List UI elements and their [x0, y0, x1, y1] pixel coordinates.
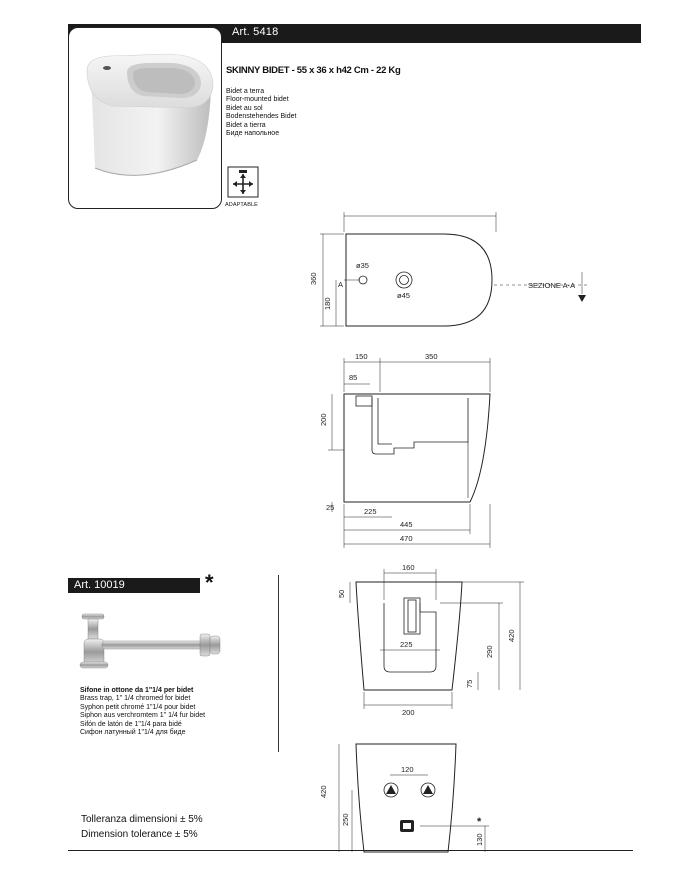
description-de: Bodenstehendes Bidet: [226, 113, 297, 121]
tolerance-it: Tolleranza dimensioni ± 5%: [81, 814, 203, 825]
dim-470: 470: [400, 534, 413, 543]
back-view-drawing: [339, 744, 489, 852]
accessory-desc-fr: Syphon petit chromé 1"1/4 pour bidet: [80, 703, 196, 711]
dim-290: 290: [485, 645, 494, 658]
dim-150: 150: [355, 352, 368, 361]
product-title: SKINNY BIDET - 55 x 36 x h42 Cm - 22 Kg: [226, 65, 401, 76]
dim-420: 420: [507, 629, 516, 642]
dim-160: 160: [402, 563, 415, 572]
dim-130: 130: [475, 833, 484, 846]
description-fr: Bidet au sol: [226, 104, 263, 112]
description-en: Floor-mounted bidet: [226, 96, 289, 104]
dim-250: 250: [341, 813, 350, 826]
section-label: SEZIONE A-A: [528, 281, 576, 290]
dim-25: 25: [326, 503, 335, 512]
back-view-star: *: [477, 816, 482, 828]
section-divider: [278, 575, 279, 752]
dim-360: 360: [309, 272, 318, 285]
dim-350: 350: [425, 352, 438, 361]
accessory-desc-ru: Сифон латунный 1"1/4 для биде: [80, 729, 186, 737]
dim-50: 50: [337, 589, 346, 598]
accessory-desc-de: Siphon aus verchromtem 1" 1/4 fur bidet: [80, 712, 206, 720]
accessory-desc-es: Sifón de latón de 1"1/4 para bidé: [80, 720, 182, 728]
back-view-holes: [384, 783, 435, 832]
article-number: Art. 5418: [232, 26, 279, 38]
front-view-drawing: [350, 569, 524, 709]
accessory-description-list: [80, 687, 205, 737]
accessory-article-number: Art. 10019: [74, 579, 125, 591]
description-it: Bidet a terra: [226, 88, 265, 95]
dim-75: 75: [465, 679, 474, 688]
dim-420-back: 420: [319, 785, 328, 798]
bottom-rule: [68, 850, 633, 851]
description-es: Bidet a tierra: [226, 121, 266, 129]
accessory-star: *: [205, 570, 214, 595]
adaptable-label: ADAPTABLE: [225, 202, 258, 208]
dim-225-front: 225: [400, 640, 413, 649]
hole-35-label: ø35: [356, 261, 369, 270]
tolerance-en: Dimension tolerance ± 5%: [81, 829, 198, 840]
dim-180: 180: [323, 297, 332, 310]
dim-200: 200: [319, 413, 328, 426]
dim-445: 445: [400, 520, 413, 529]
dim-225: 225: [364, 507, 377, 516]
accessory-desc-en: Brass trap, 1" 1/4 chromed for bidet: [80, 695, 191, 703]
description-ru: Биде напольное: [226, 130, 280, 138]
dim-85: 85: [349, 373, 358, 382]
dim-120: 120: [401, 765, 414, 774]
section-label-a: A: [338, 280, 344, 289]
hole-45-label: ø45: [397, 291, 410, 300]
siphon-image: [74, 612, 224, 674]
accessory-desc-it: Sifone in ottone da 1"1/4 per bidet: [80, 687, 194, 694]
dim-200-front: 200: [402, 708, 415, 717]
